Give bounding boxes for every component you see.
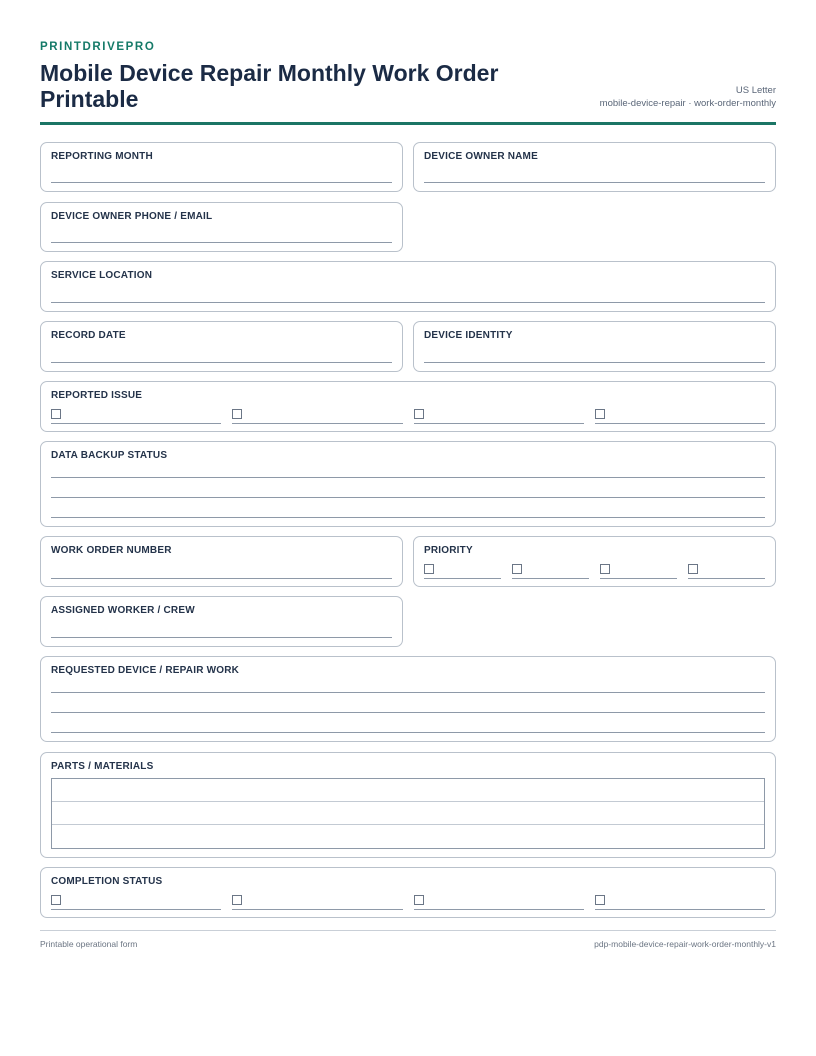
field-label: REQUESTED DEVICE / REPAIR WORK bbox=[51, 665, 240, 676]
field-label: DEVICE OWNER PHONE / EMAIL bbox=[51, 211, 213, 222]
field-label: REPORTED ISSUE bbox=[51, 390, 143, 401]
page-title: Mobile Device Repair Monthly Work Order Printable bbox=[40, 60, 499, 112]
template-slug: mobile-device-repair · work-order-monthly bbox=[599, 98, 776, 109]
checkbox[interactable] bbox=[414, 895, 424, 905]
checkbox[interactable] bbox=[424, 564, 434, 574]
checkbox-row bbox=[424, 564, 765, 579]
checkbox-option[interactable] bbox=[414, 409, 584, 424]
checkbox-option[interactable] bbox=[688, 564, 765, 579]
footer-left-text: Printable operational form bbox=[40, 939, 138, 949]
checkbox[interactable] bbox=[595, 895, 605, 905]
priority-field bbox=[413, 536, 776, 587]
write-line[interactable] bbox=[424, 362, 765, 363]
reported-issue-field bbox=[40, 381, 776, 432]
write-line[interactable] bbox=[51, 712, 765, 713]
checkbox-option[interactable] bbox=[51, 895, 221, 910]
field-label: REPORTING MONTH bbox=[51, 151, 153, 162]
checkbox[interactable] bbox=[414, 409, 424, 419]
write-line[interactable] bbox=[51, 692, 765, 693]
checkbox-row bbox=[51, 409, 765, 424]
checkbox-option[interactable] bbox=[232, 895, 402, 910]
checkbox-option[interactable] bbox=[600, 564, 677, 579]
header-rule bbox=[40, 122, 776, 125]
field-label: ASSIGNED WORKER / CREW bbox=[51, 605, 195, 616]
write-line[interactable] bbox=[51, 497, 765, 498]
write-line[interactable] bbox=[51, 302, 765, 303]
write-line[interactable] bbox=[51, 477, 765, 478]
checkbox-option[interactable] bbox=[424, 564, 501, 579]
footer-rule bbox=[40, 930, 776, 931]
record-date-field[interactable] bbox=[40, 321, 403, 372]
work-order-number-field[interactable] bbox=[40, 536, 403, 587]
write-line[interactable] bbox=[51, 578, 392, 579]
checkbox[interactable] bbox=[600, 564, 610, 574]
completion-status-field bbox=[40, 867, 776, 918]
write-line[interactable] bbox=[51, 242, 392, 243]
checkbox[interactable] bbox=[688, 564, 698, 574]
checkbox-option[interactable] bbox=[51, 409, 221, 424]
checkbox[interactable] bbox=[512, 564, 522, 574]
write-line[interactable] bbox=[424, 182, 765, 183]
checkbox[interactable] bbox=[595, 409, 605, 419]
device-owner-contact-field[interactable] bbox=[40, 202, 403, 252]
write-line[interactable] bbox=[51, 517, 765, 518]
paper-size: US Letter bbox=[735, 85, 776, 96]
write-line[interactable] bbox=[51, 637, 392, 638]
write-line[interactable] bbox=[51, 732, 765, 733]
parts-table bbox=[51, 778, 765, 849]
field-label: RECORD DATE bbox=[51, 330, 126, 341]
field-label: COMPLETION STATUS bbox=[51, 876, 163, 887]
checkbox-option[interactable] bbox=[595, 895, 765, 910]
footer-form-id: pdp-mobile-device-repair-work-order-monthly-v1 bbox=[594, 939, 776, 949]
checkbox-option[interactable] bbox=[595, 409, 765, 424]
device-owner-name-field[interactable] bbox=[413, 142, 776, 192]
checkbox-option[interactable] bbox=[414, 895, 584, 910]
field-label: PRIORITY bbox=[424, 545, 473, 556]
checkbox[interactable] bbox=[51, 895, 61, 905]
field-label: PARTS / MATERIALS bbox=[51, 761, 154, 772]
assigned-worker-field[interactable] bbox=[40, 596, 403, 647]
checkbox[interactable] bbox=[51, 409, 61, 419]
parts-materials-field bbox=[40, 752, 776, 858]
checkbox[interactable] bbox=[232, 895, 242, 905]
checkbox[interactable] bbox=[232, 409, 242, 419]
field-label: WORK ORDER NUMBER bbox=[51, 545, 172, 556]
checkbox-option[interactable] bbox=[232, 409, 402, 424]
table-row[interactable] bbox=[52, 802, 764, 825]
page-meta bbox=[600, 84, 776, 110]
requested-work-field[interactable] bbox=[40, 656, 776, 742]
reporting-month-field[interactable] bbox=[40, 142, 403, 192]
table-row[interactable] bbox=[52, 825, 764, 848]
data-backup-status-field[interactable] bbox=[40, 441, 776, 527]
device-identity-field[interactable] bbox=[413, 321, 776, 372]
field-label: SERVICE LOCATION bbox=[51, 270, 153, 281]
checkbox-row bbox=[51, 895, 765, 910]
write-line[interactable] bbox=[51, 362, 392, 363]
field-label: DATA BACKUP STATUS bbox=[51, 450, 168, 461]
write-line[interactable] bbox=[51, 182, 392, 183]
brand-name: PRINTDRIVEPRO bbox=[40, 41, 156, 53]
service-location-field[interactable] bbox=[40, 261, 776, 312]
table-row[interactable] bbox=[52, 779, 764, 802]
checkbox-option[interactable] bbox=[512, 564, 589, 579]
field-label: DEVICE OWNER NAME bbox=[424, 151, 538, 162]
field-label: DEVICE IDENTITY bbox=[424, 330, 513, 341]
